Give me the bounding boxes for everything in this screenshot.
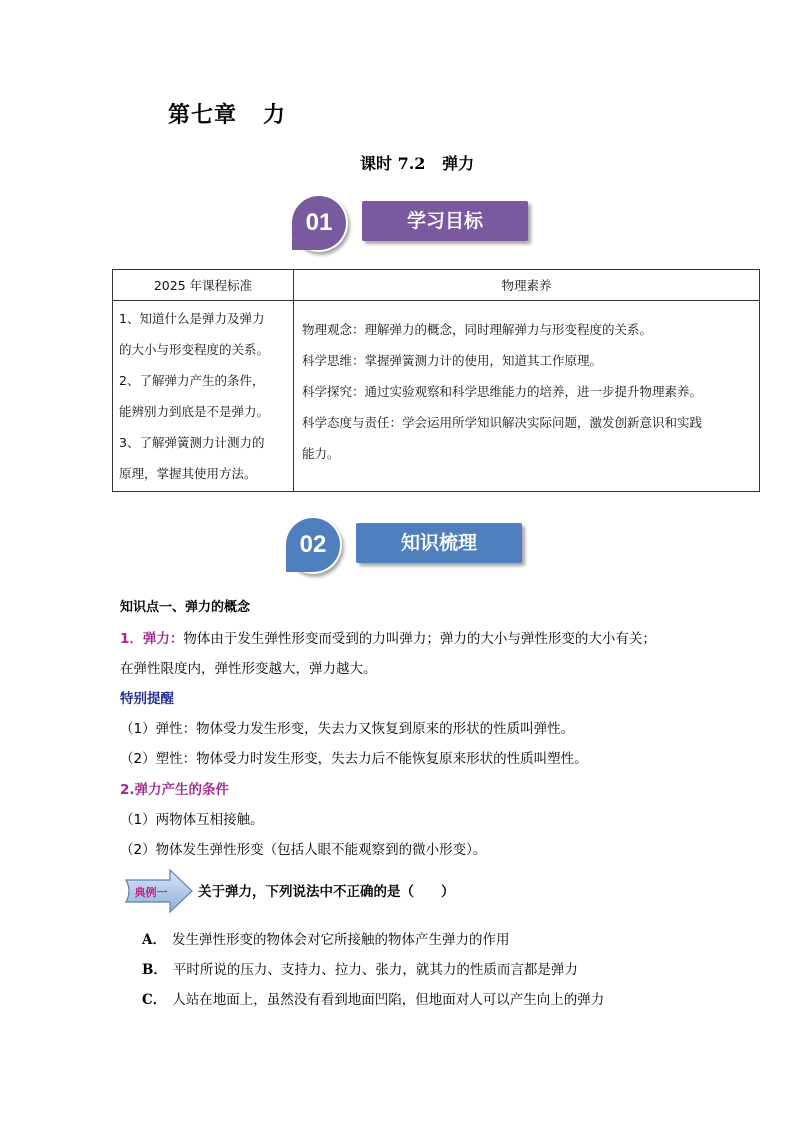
option-letter: A． — [142, 932, 166, 948]
option-c — [142, 988, 604, 1008]
option-letter: B． — [142, 962, 167, 978]
option-text: 人站在地面上，虽然没有看到地面凹陷，但地面对人可以产生向上的弹力 — [172, 992, 605, 1008]
literacy-line: 科学思维：掌握弹簧测力计的使用，知道其工作原理。 — [302, 352, 603, 368]
literacy-line: 科学态度与责任：学会运用所学知识解决实际问题，激发创新意识和实践 — [302, 414, 703, 430]
section-header-knowledge — [284, 516, 544, 576]
reminder-title: 特别提醒 — [120, 691, 174, 707]
option-text: 平时所说的压力、支持力、拉力、张力，就其力的性质而言都是弹力 — [172, 962, 578, 978]
section-header-learning-goals — [290, 194, 550, 254]
option-text: 发生弹性形变的物体会对它所接触的物体产生弹力的作用 — [171, 932, 510, 948]
example-badge — [124, 868, 196, 914]
example-badge-label: 典例一 — [134, 886, 168, 899]
definition-text: 物体由于发生弹性形变而受到的力叫弹力；弹力的大小与弹性形变的大小有关； — [183, 631, 656, 647]
example-question: 关于弹力，下列说法中不正确的是（ ） — [198, 884, 455, 900]
option-a — [142, 928, 509, 948]
standards-line: 原理，掌握其使用方法。 — [119, 466, 257, 481]
condition-deformation: （2）物体发生弹性形变（包括人眼不能观察到的微小形变）。 — [120, 842, 487, 858]
conditions-title: 2.弹力产生的条件 — [120, 782, 230, 798]
standards-line: 3、了解弹簧测力计测力的 — [119, 435, 265, 450]
standards-line: 能辨别力到底是不是弹力。 — [119, 404, 270, 419]
standards-line: 的大小与形变程度的关系。 — [119, 342, 270, 357]
table-header-literacy: 物理素养 — [294, 270, 760, 301]
standards-line: 1、知道什么是弹力及弹力 — [119, 311, 265, 326]
literacy-line: 能力。 — [302, 445, 340, 461]
standards-cell — [113, 301, 294, 492]
section-number-badge — [284, 516, 342, 574]
option-b — [142, 958, 578, 978]
goals-table — [112, 269, 760, 492]
reminder-elasticity: （1）弹性：物体受力发生形变，失去力又恢复到原来的形状的性质叫弹性。 — [120, 721, 575, 737]
chapter-title: 第七章 力 — [168, 102, 286, 128]
literacy-line: 科学探究：通过实验观察和科学思维能力的培养，进一步提升物理素养。 — [302, 383, 703, 399]
section-number: 02 — [286, 518, 340, 572]
definition-text-continued: 在弹性限度内，弹性形变越大，弹力越大。 — [120, 661, 377, 677]
condition-contact: （1）两物体互相接触。 — [120, 812, 264, 828]
literacy-line: 物理观念：理解弹力的概念，同时理解弹力与形变程度的关系。 — [302, 321, 653, 337]
section-number: 01 — [292, 196, 346, 250]
definition-label: 1．弹力： — [120, 631, 184, 647]
option-letter: C． — [142, 992, 167, 1008]
standards-line: 2、了解弹力产生的条件， — [119, 373, 265, 388]
section-number-badge — [290, 194, 348, 252]
lesson-title: 课时 7.2 弹力 — [360, 154, 475, 173]
section-title: 知识梳理 — [356, 523, 522, 563]
knowledge-point-title: 知识点一、弹力的概念 — [120, 600, 251, 615]
literacy-cell — [294, 301, 760, 492]
section-title: 学习目标 — [362, 201, 528, 241]
reminder-plasticity: （2）塑性：物体受力时发生形变，失去力后不能恢复原来形状的性质叫塑性。 — [120, 751, 588, 767]
definition-line — [120, 627, 656, 647]
table-header-standards: 2025 年课程标准 — [113, 270, 294, 301]
